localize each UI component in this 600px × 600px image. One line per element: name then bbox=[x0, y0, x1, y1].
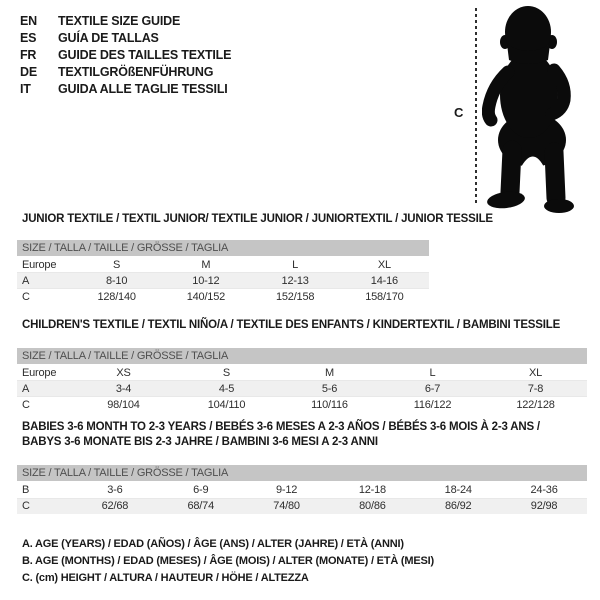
size-header-bar: SIZE / TALLA / TAILLE / GRÖSSE / TAGLIA bbox=[17, 465, 587, 482]
table-row-europe bbox=[17, 257, 429, 273]
height-value: 116/122 bbox=[413, 398, 452, 411]
size-value: S bbox=[72, 257, 161, 273]
size-value: XL bbox=[340, 257, 429, 273]
table-row-age bbox=[17, 381, 587, 397]
language-code: IT bbox=[20, 82, 31, 96]
table-row-height bbox=[17, 289, 429, 305]
language-row-fr bbox=[20, 47, 231, 64]
age-value: 6-7 bbox=[381, 381, 484, 397]
language-code: ES bbox=[20, 31, 37, 45]
age-value: 4-5 bbox=[175, 381, 278, 397]
table-row-age bbox=[17, 273, 429, 289]
footnote-age-years: A. AGE (YEARS) / EDAD (AÑOS) / ÂGE (ANS) / ALTER (JAHRE) / ETÀ (ANNI) bbox=[22, 538, 404, 550]
months-value: 6-9 bbox=[158, 482, 244, 498]
row-label: A bbox=[17, 273, 72, 289]
months-value: 9-12 bbox=[244, 482, 330, 498]
table-row-height bbox=[17, 498, 587, 514]
months-value: 12-18 bbox=[329, 482, 415, 498]
months-value: 3-6 bbox=[72, 482, 158, 498]
height-value: 140/152 bbox=[186, 290, 226, 303]
table-row-europe bbox=[17, 365, 587, 381]
months-value: 18-24 bbox=[415, 482, 501, 498]
babies-table-title-line2: BABYS 3-6 MONATE BIS 2-3 JAHRE / BAMBINI 3-6 MESI A 2-3 ANNI bbox=[22, 435, 378, 448]
row-label: B bbox=[17, 482, 72, 498]
language-title: TEXTILE SIZE GUIDE bbox=[58, 14, 181, 28]
language-title: GUÍA DE TALLAS bbox=[58, 31, 159, 45]
table-row-height bbox=[17, 397, 587, 413]
row-label: Europe bbox=[17, 257, 72, 273]
children-textile-section bbox=[17, 318, 587, 413]
height-value: 158/170 bbox=[365, 290, 404, 303]
language-title: GUIDE DES TAILLES TEXTILE bbox=[58, 48, 232, 62]
height-value: 98/104 bbox=[107, 398, 140, 411]
baby-silhouette-icon bbox=[482, 2, 596, 214]
row-label: C bbox=[22, 290, 30, 303]
size-value: S bbox=[175, 365, 278, 381]
language-row-es bbox=[20, 30, 231, 47]
babies-textile-section bbox=[17, 420, 587, 515]
height-value: 92/98 bbox=[501, 498, 587, 514]
height-value: 80/86 bbox=[329, 498, 415, 514]
language-title-list bbox=[20, 13, 231, 98]
row-label: C bbox=[22, 398, 30, 411]
size-value: XS bbox=[72, 365, 175, 381]
size-value: L bbox=[251, 257, 340, 273]
height-value: 122/128 bbox=[516, 398, 555, 411]
age-value: 12-13 bbox=[251, 273, 340, 289]
legend-footnotes bbox=[22, 536, 434, 587]
language-row-it bbox=[20, 81, 231, 98]
size-header-bar: SIZE / TALLA / TAILLE / GRÖSSE / TAGLIA bbox=[17, 348, 587, 365]
children-size-table bbox=[17, 348, 587, 414]
language-code: DE bbox=[20, 65, 37, 79]
size-value: M bbox=[278, 365, 381, 381]
junior-table-title: JUNIOR TEXTILE / TEXTIL JUNIOR/ TEXTILE JUNIOR / JUNIORTEXTIL / JUNIOR TESSILE bbox=[22, 213, 493, 225]
height-value: 68/74 bbox=[158, 498, 244, 514]
height-value: 128/140 bbox=[97, 290, 136, 303]
height-figure bbox=[440, 0, 600, 215]
size-header-bar: SIZE / TALLA / TAILLE / GRÖSSE / TAGLIA bbox=[17, 240, 429, 257]
size-value: M bbox=[161, 257, 250, 273]
size-value: L bbox=[381, 365, 484, 381]
table-row-months bbox=[17, 482, 587, 498]
age-value: 3-4 bbox=[72, 381, 175, 397]
row-label: A bbox=[17, 381, 72, 397]
row-label: Europe bbox=[17, 365, 72, 381]
height-value: 152/158 bbox=[275, 290, 315, 303]
height-value: 74/80 bbox=[244, 498, 330, 514]
height-value: 62/68 bbox=[72, 498, 158, 514]
height-value: 104/110 bbox=[207, 398, 246, 411]
age-value: 14-16 bbox=[340, 273, 429, 289]
height-value: 86/92 bbox=[415, 498, 501, 514]
age-value: 5-6 bbox=[278, 381, 381, 397]
row-label: C bbox=[17, 498, 72, 514]
footnote-height: C. (cm) HEIGHT / ALTURA / HAUTEUR / HÖHE / ALTEZZA bbox=[22, 572, 309, 584]
height-measure-dashed-line bbox=[475, 8, 477, 206]
language-code: FR bbox=[20, 48, 37, 62]
age-value: 7-8 bbox=[484, 381, 587, 397]
age-value: 10-12 bbox=[161, 273, 250, 289]
babies-table-title-line1: BABIES 3-6 MONTH TO 2-3 YEARS / BEBÉS 3-6 MESES A 2-3 AÑOS / BÉBÉS 3-6 MOIS À 2-3 ANS / bbox=[22, 421, 540, 433]
age-value: 8-10 bbox=[72, 273, 161, 289]
footnote-age-months: B. AGE (MONTHS) / EDAD (MESES) / ÂGE (MOIS) / ALTER (MONATE) / ETÀ (MESI) bbox=[22, 555, 434, 567]
junior-size-table bbox=[17, 240, 429, 306]
language-title: GUIDA ALLE TAGLIE TESSILI bbox=[58, 82, 228, 96]
children-table-title: CHILDREN'S TEXTILE / TEXTIL NIÑO/A / TEXTILE DES ENFANTS / KINDERTEXTIL / BAMBINI TESSILE bbox=[22, 319, 561, 331]
height-value: 110/116 bbox=[311, 398, 348, 411]
language-row-en bbox=[20, 13, 231, 30]
language-code: EN bbox=[20, 14, 37, 28]
months-value: 24-36 bbox=[501, 482, 587, 498]
language-title: TEXTILGRÖßENFÜHRUNG bbox=[58, 65, 214, 79]
height-measure-label: C bbox=[454, 105, 464, 120]
junior-textile-section bbox=[17, 212, 493, 305]
language-row-de bbox=[20, 64, 231, 81]
babies-size-table bbox=[17, 465, 587, 515]
size-value: XL bbox=[484, 365, 587, 381]
